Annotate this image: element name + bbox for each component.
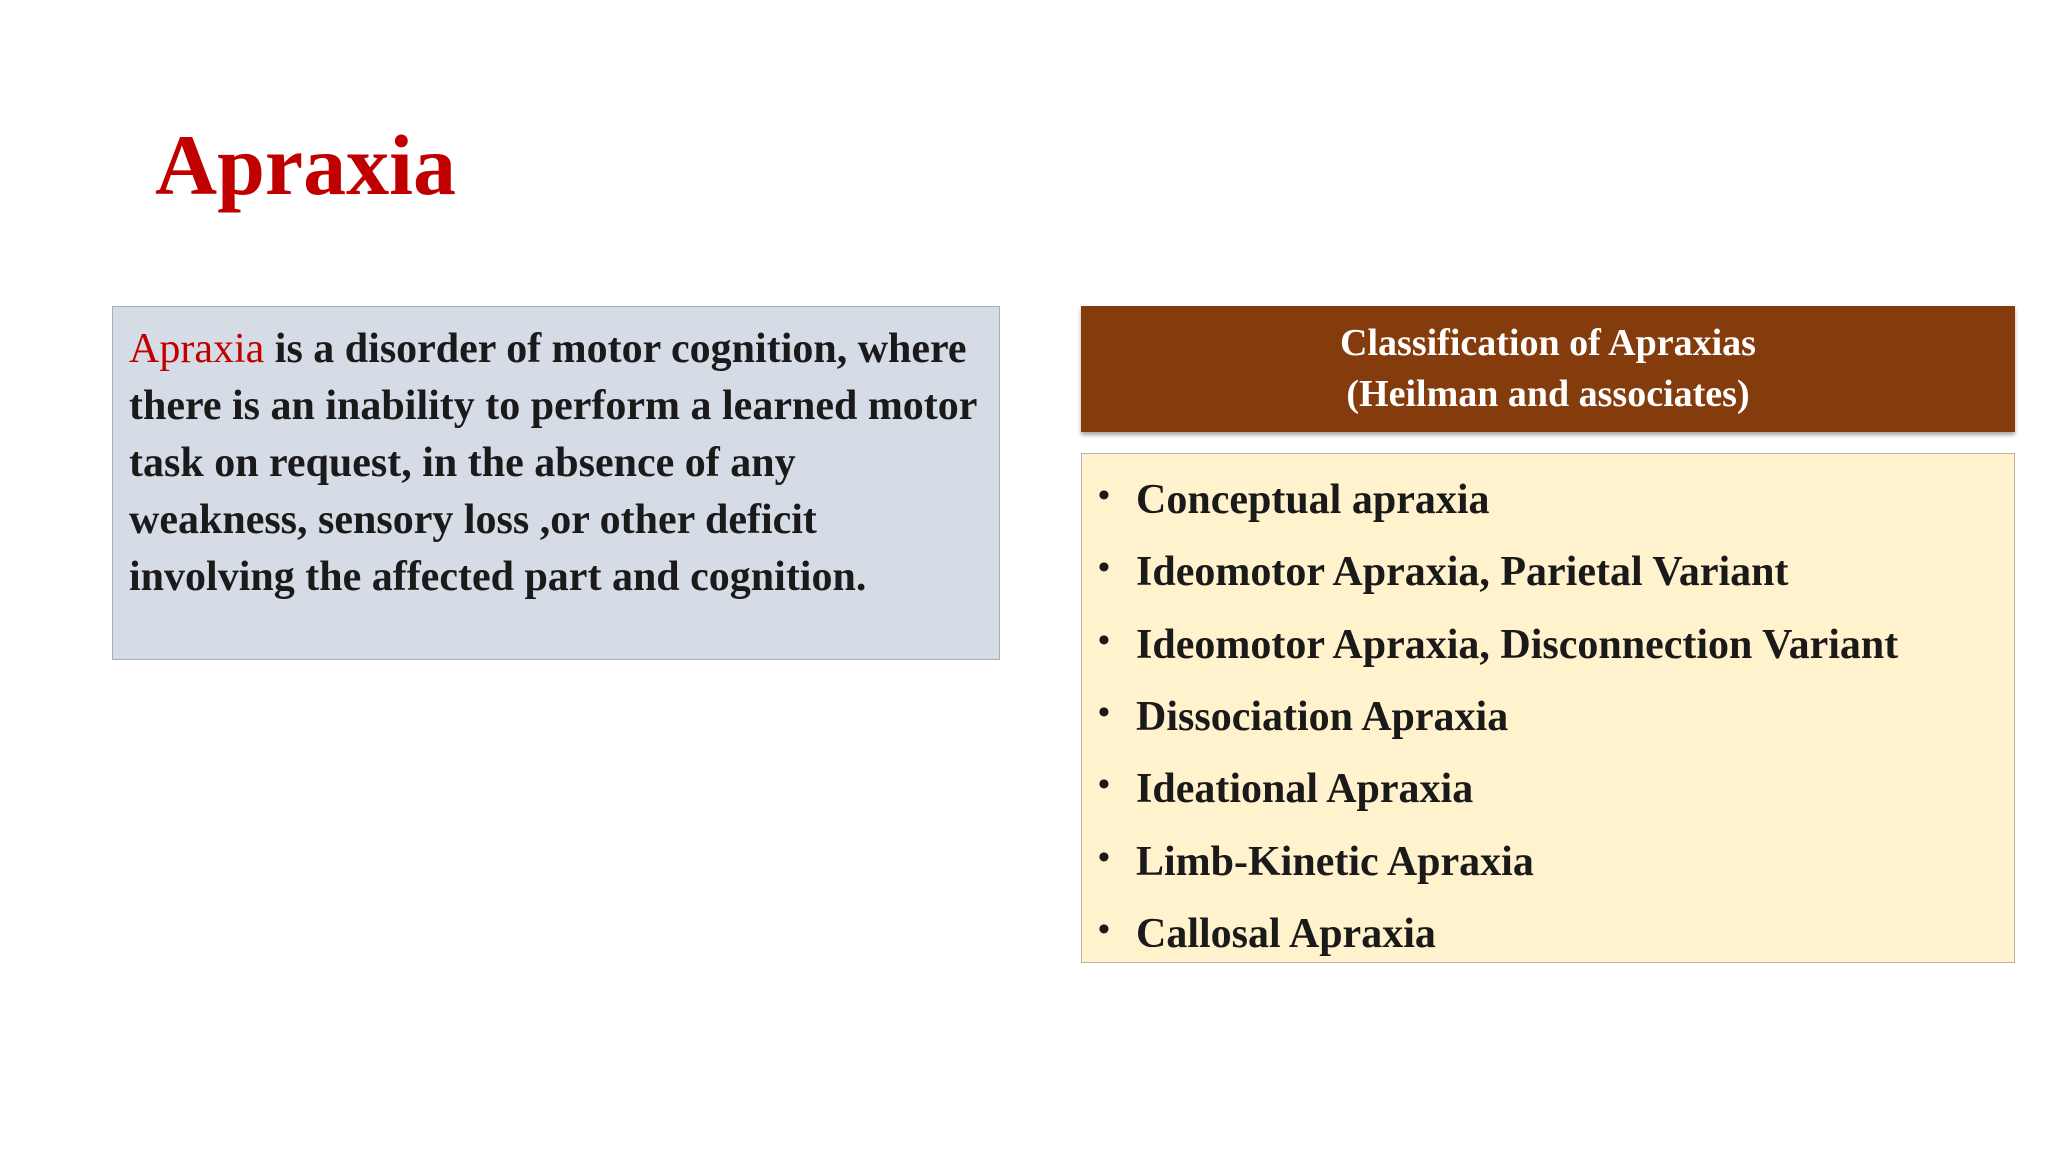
list-item bbox=[1098, 753, 2014, 825]
list-item bbox=[1098, 681, 2014, 753]
classification-header-subtitle: (Heilman and associates) bbox=[1346, 373, 1750, 415]
bullet-icon: • bbox=[1098, 621, 1110, 659]
definition-box bbox=[112, 306, 1000, 660]
bullet-icon: • bbox=[1098, 477, 1110, 515]
list-item-label: Ideomotor Apraxia, Parietal Variant bbox=[1136, 549, 1789, 596]
bullet-icon: • bbox=[1098, 694, 1110, 732]
classification-list bbox=[1098, 464, 2014, 970]
slide-title: Apraxia bbox=[155, 117, 456, 213]
bullet-icon: • bbox=[1098, 766, 1110, 804]
bullet-icon: • bbox=[1098, 838, 1110, 876]
bullet-icon: • bbox=[1098, 910, 1110, 948]
bullet-icon: • bbox=[1098, 549, 1110, 587]
classification-list-box bbox=[1081, 453, 2015, 963]
definition-body: is a disorder of motor cognition, where there is an inability to perform a learned motor task on request, in the absence of any weakness, sensory loss ,or other deficit involving the affected part and cognition. bbox=[129, 326, 977, 600]
list-item-label: Ideational Apraxia bbox=[1136, 766, 1474, 813]
definition-term: Apraxia bbox=[129, 326, 265, 372]
list-item-label: Limb-Kinetic Apraxia bbox=[1136, 838, 1534, 885]
list-item-label: Ideomotor Apraxia, Disconnection Variant bbox=[1136, 621, 1899, 668]
list-item-label: Callosal Apraxia bbox=[1136, 910, 1436, 957]
classification-header-title: Classification of Apraxias bbox=[1340, 322, 1756, 364]
list-item bbox=[1098, 898, 2014, 970]
list-item bbox=[1098, 609, 2014, 681]
list-item bbox=[1098, 825, 2014, 897]
list-item bbox=[1098, 536, 2014, 608]
list-item bbox=[1098, 464, 2014, 536]
definition-text bbox=[129, 321, 983, 606]
list-item-label: Conceptual apraxia bbox=[1136, 477, 1490, 524]
list-item-label: Dissociation Apraxia bbox=[1136, 694, 1509, 741]
classification-header bbox=[1081, 306, 2015, 432]
